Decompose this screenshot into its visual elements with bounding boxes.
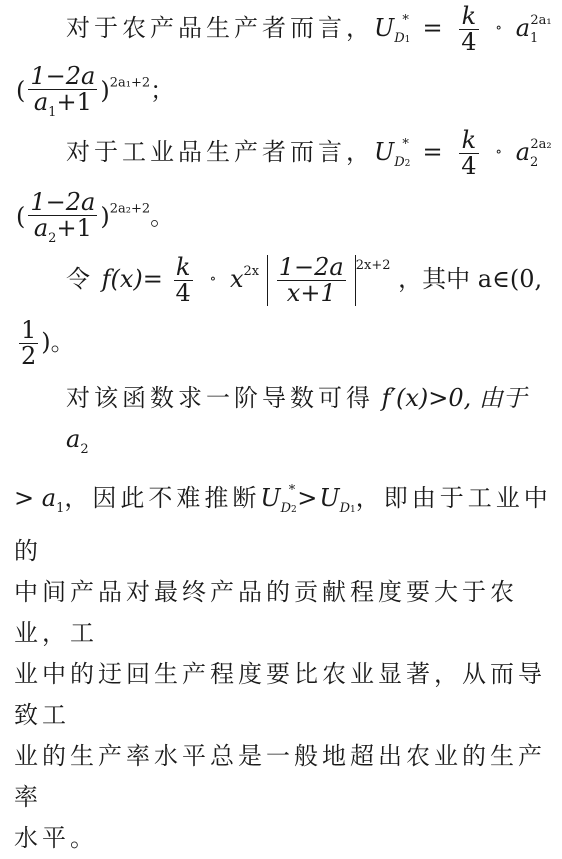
function-definition-line: 令 f(x)= $\frac{k}{4}$ ∘ $x^{2x}$ $\frac{1-2a}{x+1}$ $^{2x+2}$ ，其中 a∈(0, bbox=[66, 253, 543, 308]
k-over-4-fraction: $\frac{k}{4}$ bbox=[175, 253, 191, 308]
k-over-4-fraction: $\frac{k}{4}$ bbox=[461, 126, 477, 181]
agri-fraction: $\frac{1-2a}{a_1+1}$ bbox=[30, 62, 96, 121]
one-half-fraction: $\frac{1}{2}$ bbox=[21, 316, 37, 371]
domain-continuation-line: $\frac{1}{2}$ )。 bbox=[21, 316, 75, 371]
absolute-value-bars: $\frac{1-2a}{x+1}$ bbox=[267, 255, 356, 306]
conclusion-paragraph: 对该函数求一阶导数可得 f′(x)>0, 由于 $a_2$ > $a_1$，因此不难推断$U_{D2}^*>U_{D1}$，即由于工业中的 中间产品对最终产品的贡献程度要大于农业，工 业中的迂回生产程度要比农业显著，从而导致工 业的生产率水平总是一般地超出农业的生产率 水平。 bbox=[14, 384, 552, 852]
equation-agriculture-continuation: ( $\frac{1-2a}{a_1+1}$ )$^{2a_1+2}$； bbox=[16, 62, 175, 121]
industry-fraction: $\frac{1-2a}{a_2+1}$ bbox=[30, 188, 96, 247]
equation-agriculture-line: 对于农产品生产者而言，$U_{D1}^*$ = $\frac{k}{4}$ ∘ $a_1^{2a_1}$ bbox=[66, 2, 552, 57]
industry-intro-text: 对于工业品生产者而言， bbox=[66, 138, 374, 167]
agriculture-intro-text: 对于农产品生产者而言， bbox=[66, 14, 374, 43]
equation-industry-line: 对于工业品生产者而言，$U_{D2}^*$ = $\frac{k}{4}$ ∘ $a_2^{2a_2}$ bbox=[66, 126, 552, 181]
equation-industry-continuation: ( $\frac{1-2a}{a_2+1}$ )$^{2a_2+2}$。 bbox=[16, 188, 175, 247]
k-over-4-fraction: $\frac{k}{4}$ bbox=[461, 2, 477, 57]
